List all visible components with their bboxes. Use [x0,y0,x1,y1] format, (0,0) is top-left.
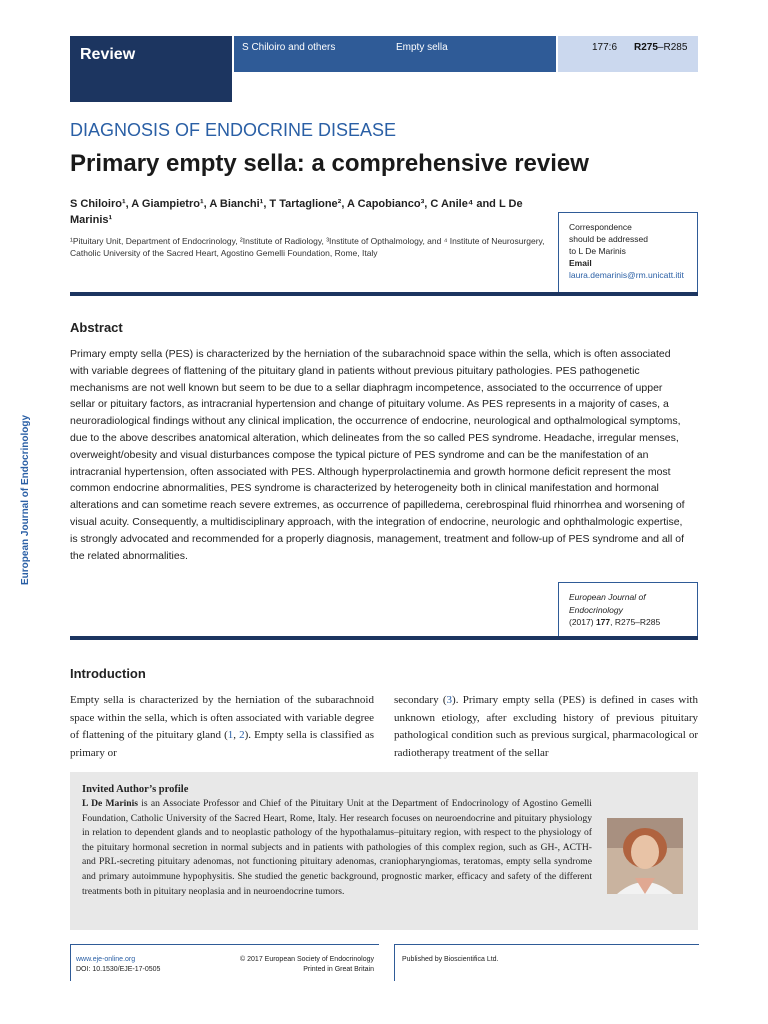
citation-journal: European Journal of Endocrinology [569,592,646,615]
intro-left-column: Empty sella is characterized by the herniation of the subarachnoid space within the sella, which is often associated with variable degree of flattening of the pituitary gland (1, 2). Empty sella is classified as primary or [70,694,374,759]
citation-box [558,582,698,638]
header-authors: S Chiloiro and others [242,42,336,53]
profile-text: L De Marinis is an Associate Professor and Chief of the Pituitary Unit at the Department of Endocrinology of Agostino Gemelli Foundation, Catholic University of the Sacred Heart, Rome, Italy. Her research focuses on neuroendocrine and pituitary physiology in relation to dependent glands and to neoplastic pathology of the hypothalamus–pituitary region, with respect to the physiology of the pituitary hormonal secretion in normal subjects and in patients with pathologies of this complex region, such as GH-, ACTH- and PRL-secreting pituitary adenomas, not functioning pituitary adenomas, craniopharyngiomas, teratomas, empty sella syndrome and primary autoimmune hypophysitis. She studied the genetic background, prognostic marker, efficacy and safety of the different treatments both in pituitary neoplasia and in neuroendocrine tumors. [82,798,592,897]
corr-email-link[interactable]: laura.demarinis@rm.unicatt.itit [569,270,684,280]
corr-line3: to L De Marinis [569,246,626,256]
author-photo [607,818,683,894]
profile-heading: Invited Author’s profile [82,784,189,795]
footer-publisher: Published by Bioscientifica Ltd. [402,956,499,963]
footer-links [76,955,160,975]
header-pages: R275–R285 [634,42,688,53]
side-journal-label: European Journal of Endocrinology [20,414,31,585]
intro-heading: Introduction [70,666,146,681]
divider-top [70,292,698,296]
ref-3-link[interactable]: 3 [446,694,453,706]
author-list: S Chiloiro¹, A Giampietro¹, A Bianchi¹, T Tartaglione², A Capobianco³, C Anile⁴ and L De Marinis¹ [70,198,523,226]
footer-copyright: © 2017 European Society of Endocrinology Printed in Great Britain [240,956,374,973]
header-volume-bar [558,36,698,72]
profile-name: L De Marinis [82,798,139,809]
corr-line1: Correspondence [569,222,632,232]
page-title: Primary empty sella: a comprehensive review [70,150,589,177]
header-volume: 177:6 [592,42,618,53]
correspondence-box [558,212,698,294]
abstract-heading: Abstract [70,320,123,335]
corr-line2: should be addressed [569,234,648,244]
corr-email-label: Email [569,258,592,268]
review-label: Review [80,46,136,63]
footer-url-link[interactable]: www.eje-online.org [76,956,136,963]
intro-right-column: secondary (3). Primary empty sella (PES) is defined in cases with unknown etiology, after excluding history of previous pituitary pathological condition such as previous surgical, pharmacological or radiotherapy treatment of the sellar [394,694,698,759]
abstract-text: Primary empty sella (PES) is characterized by the herniation of the subarachnoid space within the sella, which is often associated with variable degrees of flattening of the pituitary gland in patients without previous pituitary pathologies. PES pathogenetic mechanisms are not well known but seem to be due to a sellar diaphragm incompetence, associated to the occurrence of upper sellar or pituitary factors, as intracranial hypertension and change of pituitary volume. As PES represents in a majority of cases, a neuroradiological findings without any clinical implication, the occurrence of endocrine, neurological and opthalmological symptoms, due to the above describes anatomical alteration, which delineates from the so called PES syndrome. Headache, irregular menses, overweight/obesity and visual disturbances compose the typical picture of PES syndrome and can be the manifestation of an intracranial hypertension, often associated with PES. Although hyperprolactinemia and growth hormone deficit represent the most common endocrine abnormalities, PES syndrome is characterized by heterogeneity both in clinical manifestation and hormonal alterations and can sometime reach severe extremes, as occurrence of papilledema, cerebrospinal fluid rhinorrhea and worsening of visual acuity. Consequently, a multidisciplinary approach, with the integration of endocrine, neurologic and ophthalmologic expertise, is strongly advocated and recommended for a properly diagnosis, management, treatment and follow-up of PES syndrome and all of the related abnormalities. [70,348,685,562]
footer-doi: DOI: 10.1530/EJE-17-0505 [76,966,161,973]
review-badge [70,36,232,102]
header-bar [234,36,556,72]
ref-2-link[interactable]: 2 [239,729,245,741]
divider-mid [70,636,698,640]
header-topic: Empty sella [396,42,448,53]
citation-detail: (2017) 177, R275–R285 [569,617,661,627]
ref-1-link[interactable]: 1 [227,729,234,741]
section-label: DIAGNOSIS OF ENDOCRINE DISEASE [70,120,397,140]
affiliations: ¹Pituitary Unit, Department of Endocrinology, ²Institute of Radiology, ³Institute of Opthalmology, and ⁴ Institute of Neurosurgery, Catholic University of the Sacred Heart, Agostino Gemelli Foundation, Rome, Italy [70,236,545,258]
